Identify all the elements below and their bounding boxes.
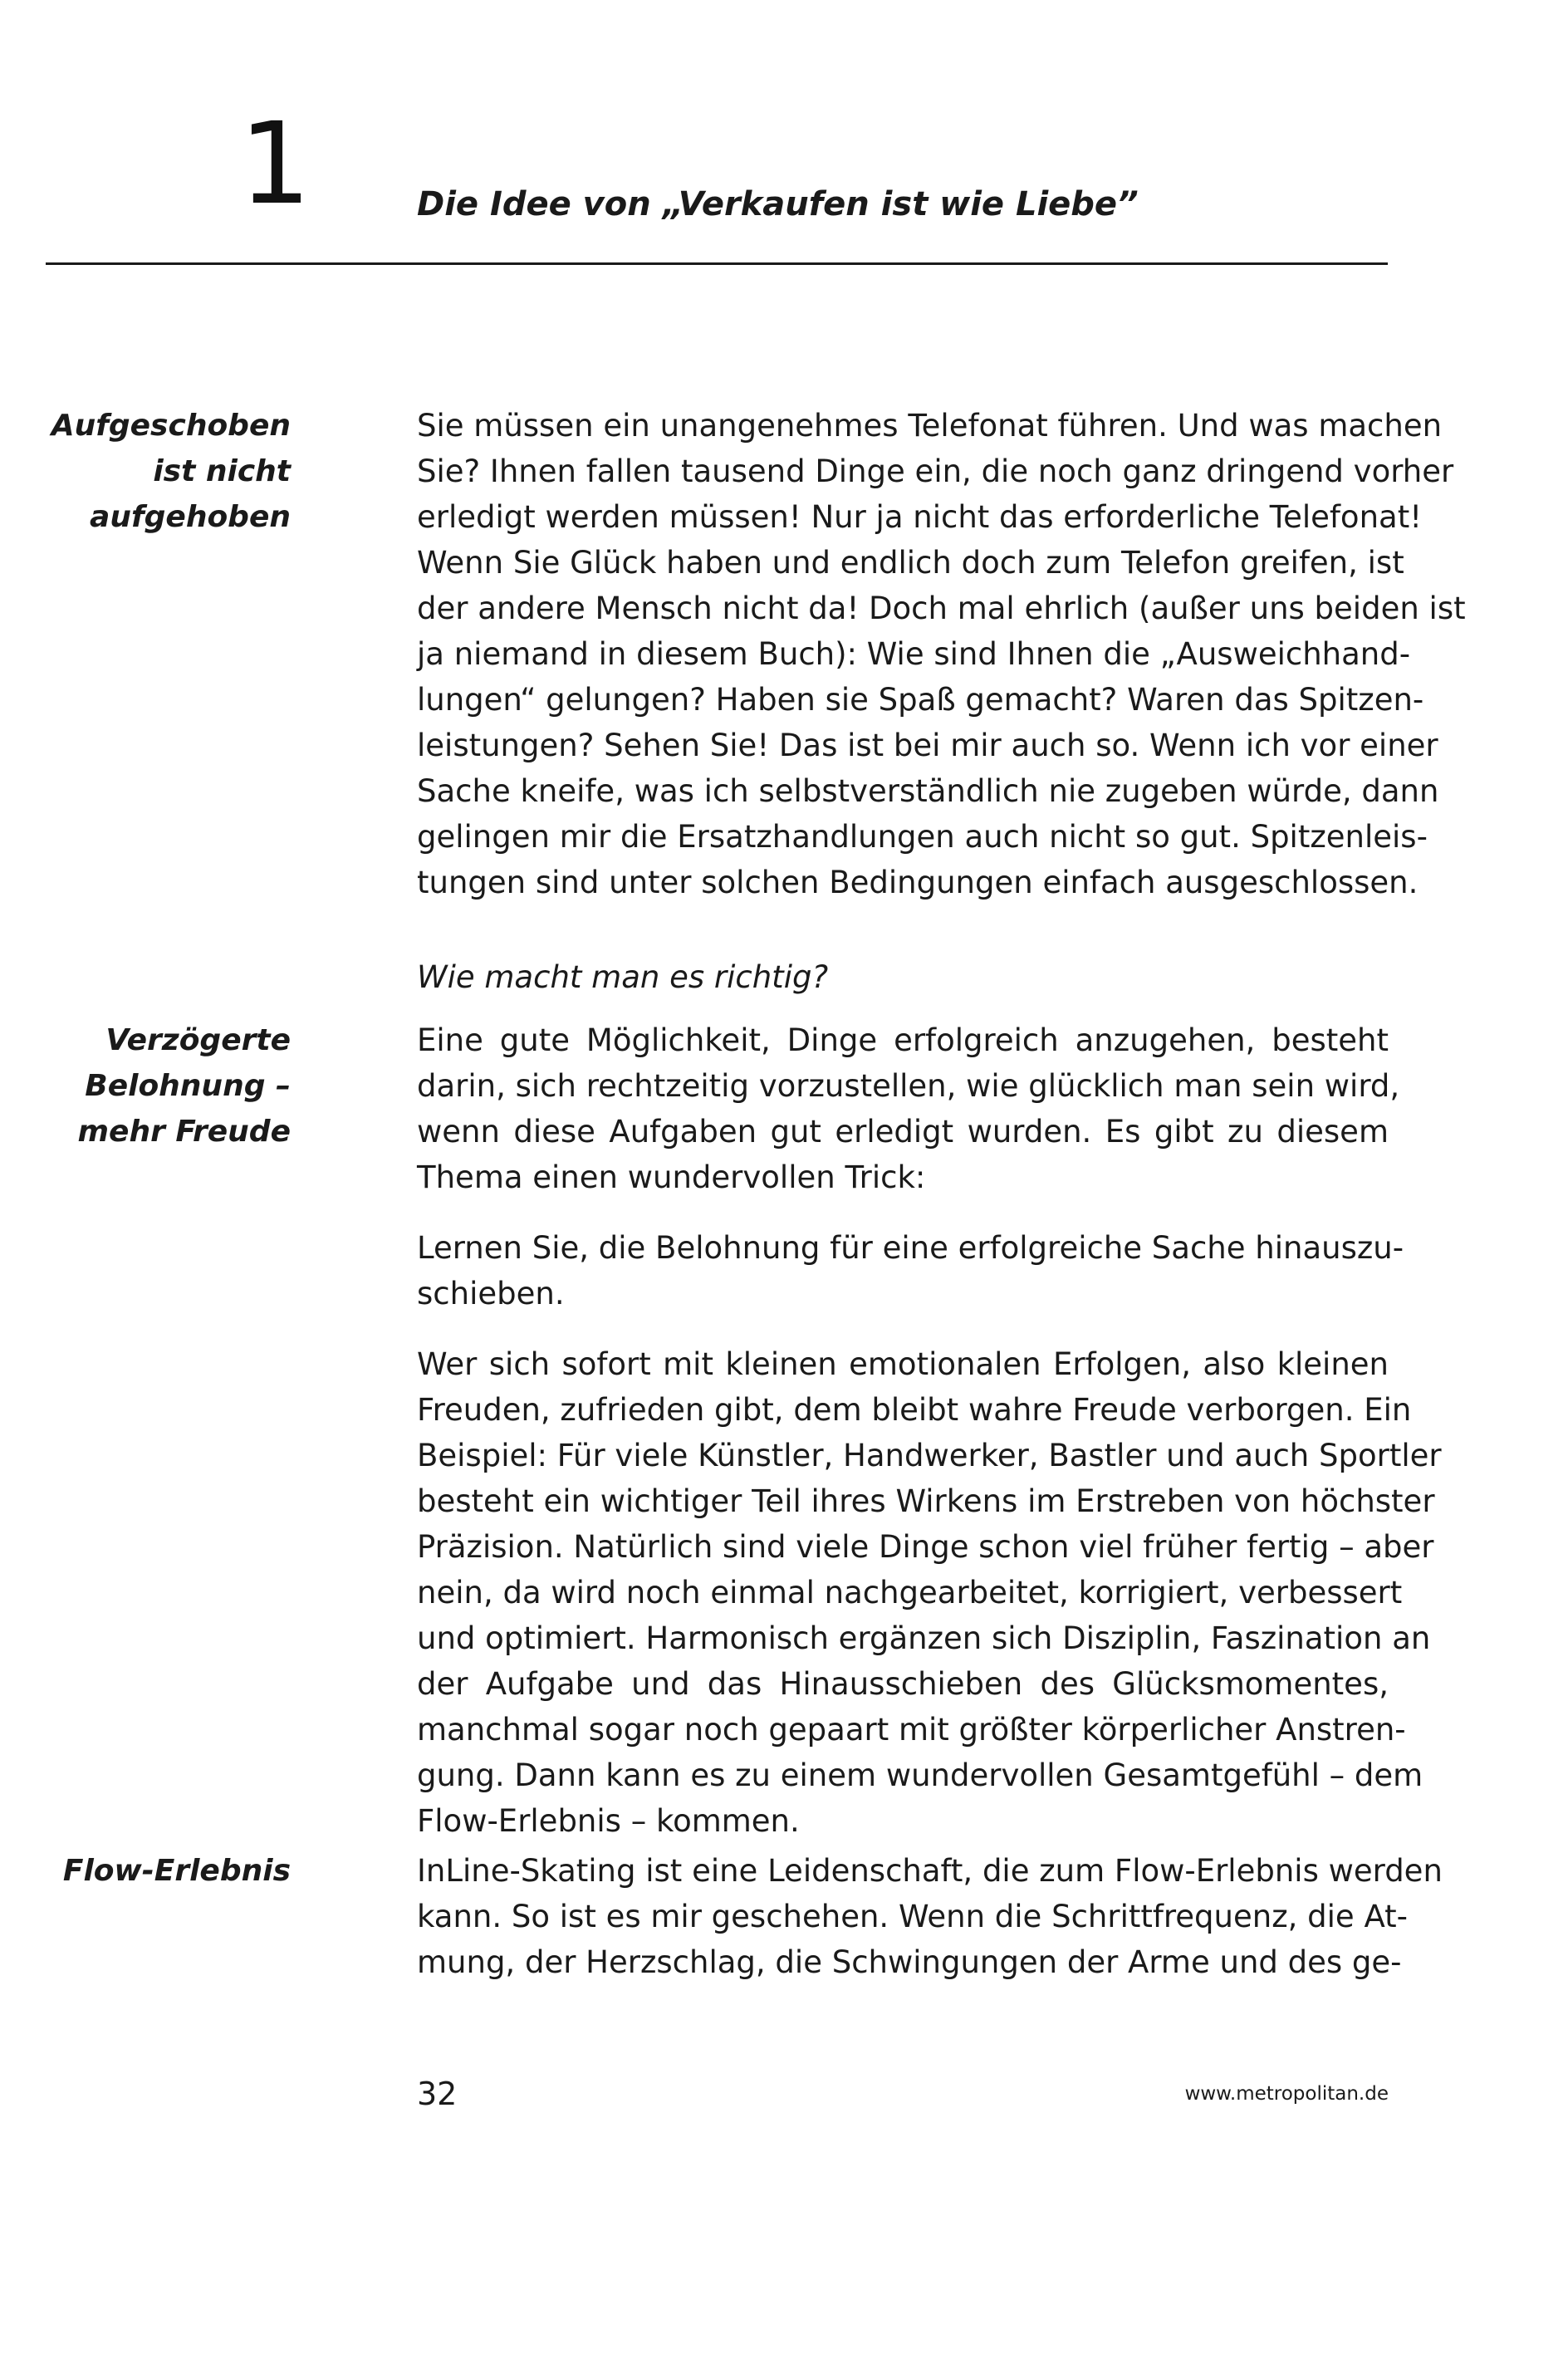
margin-note-flow xyxy=(50,1848,291,1894)
paragraph-3 xyxy=(417,1225,1404,1316)
text-line: Flow-Erlebnis – kommen. xyxy=(417,1803,800,1839)
text-line: ja niemand in diesem Buch): Wie sind Ihnen die „Ausweichhand- xyxy=(417,636,1411,672)
text-line: Freuden, zufrieden gibt, dem bleibt wahre Freude verborgen. Ein xyxy=(417,1392,1412,1428)
text-line: InLine-Skating ist eine Leidenschaft, die zum Flow-Erlebnis werden xyxy=(417,1853,1443,1889)
paragraph-5 xyxy=(417,1848,1443,1985)
margin-note-line: mehr Freude xyxy=(77,1115,291,1149)
text-line: der Aufgabe und das Hinausschieben des Glücksmomentes, xyxy=(417,1666,1389,1702)
chapter-divider xyxy=(46,262,1388,265)
text-line: mung, der Herzschlag, die Schwingungen der Arme und des ge- xyxy=(417,1944,1402,1980)
text-line: Sie müssen ein unangenehmes Telefonat führen. Und was machen xyxy=(417,408,1443,444)
text-line: gung. Dann kann es zu einem wundervollen Gesamtgefühl – dem xyxy=(417,1757,1423,1793)
margin-note-line: ist nicht xyxy=(153,454,291,488)
text-line: Präzision. Natürlich sind viele Dinge schon viel früher fertig – aber xyxy=(417,1529,1434,1565)
margin-note-line: aufgehoben xyxy=(90,500,291,534)
chapter-number: 1 xyxy=(239,99,311,230)
text-line: der andere Mensch nicht da! Doch mal ehrlich (außer uns beiden ist xyxy=(417,591,1466,626)
chapter-title: Die Idee von „Verkaufen ist wie Liebe” xyxy=(417,185,1139,223)
text-line: manchmal sogar noch gepaart mit größter körperlicher Anstren- xyxy=(417,1712,1406,1748)
text-line: wenn diese Aufgaben gut erledigt wurden. Es gibt zu diesem xyxy=(417,1114,1389,1150)
margin-note-aufgeschoben xyxy=(50,403,291,540)
text-line: nein, da wird noch einmal nachgearbeitet, korrigiert, verbessert xyxy=(417,1575,1403,1610)
text-line: schieben. xyxy=(417,1276,565,1311)
margin-note-line: Verzögerte xyxy=(105,1023,291,1057)
text-line: besteht ein wichtiger Teil ihres Wirkens im Erstreben von höchster xyxy=(417,1483,1435,1519)
text-line: und optimiert. Harmonisch ergänzen sich Disziplin, Faszination an xyxy=(417,1620,1431,1656)
text-line: Beispiel: Für viele Künstler, Handwerker, Bastler und auch Sportler xyxy=(417,1438,1442,1473)
paragraph-1 xyxy=(417,403,1466,905)
text-line: gelingen mir die Ersatzhandlungen auch nicht so gut. Spitzenleis- xyxy=(417,819,1428,855)
text-line: leistungen? Sehen Sie! Das ist bei mir auch so. Wenn ich vor einer xyxy=(417,728,1438,763)
margin-note-belohnung xyxy=(50,1017,291,1154)
text-line: lungen“ gelungen? Haben sie Spaß gemacht? Waren das Spitzen- xyxy=(417,682,1424,718)
text-line: Wer sich sofort mit kleinen emotionalen Erfolgen, also kleinen xyxy=(417,1346,1389,1382)
text-line: Lernen Sie, die Belohnung für eine erfolgreiche Sache hinauszu- xyxy=(417,1230,1404,1266)
text-line: erledigt werden müssen! Nur ja nicht das erforderliche Telefonat! xyxy=(417,499,1423,535)
text-line: Wenn Sie Glück haben und endlich doch zum Telefon greifen, ist xyxy=(417,545,1404,581)
margin-note-line: Belohnung – xyxy=(85,1069,291,1103)
text-line: darin, sich rechtzeitig vorzustellen, wie glücklich man sein wird, xyxy=(417,1068,1400,1104)
margin-note-line: Aufgeschoben xyxy=(51,409,291,443)
text-line: Sache kneife, was ich selbstverständlich nie zugeben würde, dann xyxy=(417,773,1439,809)
paragraph-4 xyxy=(417,1341,1442,1844)
text-line: Sie? Ihnen fallen tausend Dinge ein, die noch ganz dringend vorher xyxy=(417,453,1454,489)
paragraph-2 xyxy=(417,1017,1400,1200)
text-line: kann. So ist es mir geschehen. Wenn die Schrittfrequenz, die At- xyxy=(417,1899,1408,1934)
margin-note-line: Flow-Erlebnis xyxy=(62,1854,291,1888)
text-line: Thema einen wundervollen Trick: xyxy=(417,1159,926,1195)
text-line: tungen sind unter solchen Bedingungen einfach ausgeschlossen. xyxy=(417,865,1419,900)
subheading: Wie macht man es richtig? xyxy=(417,959,829,995)
text-line: Eine gute Möglichkeit, Dinge erfolgreich anzugehen, besteht xyxy=(417,1022,1389,1058)
footer-website: www.metropolitan.de xyxy=(1184,2083,1389,2105)
page-number: 32 xyxy=(417,2076,458,2112)
